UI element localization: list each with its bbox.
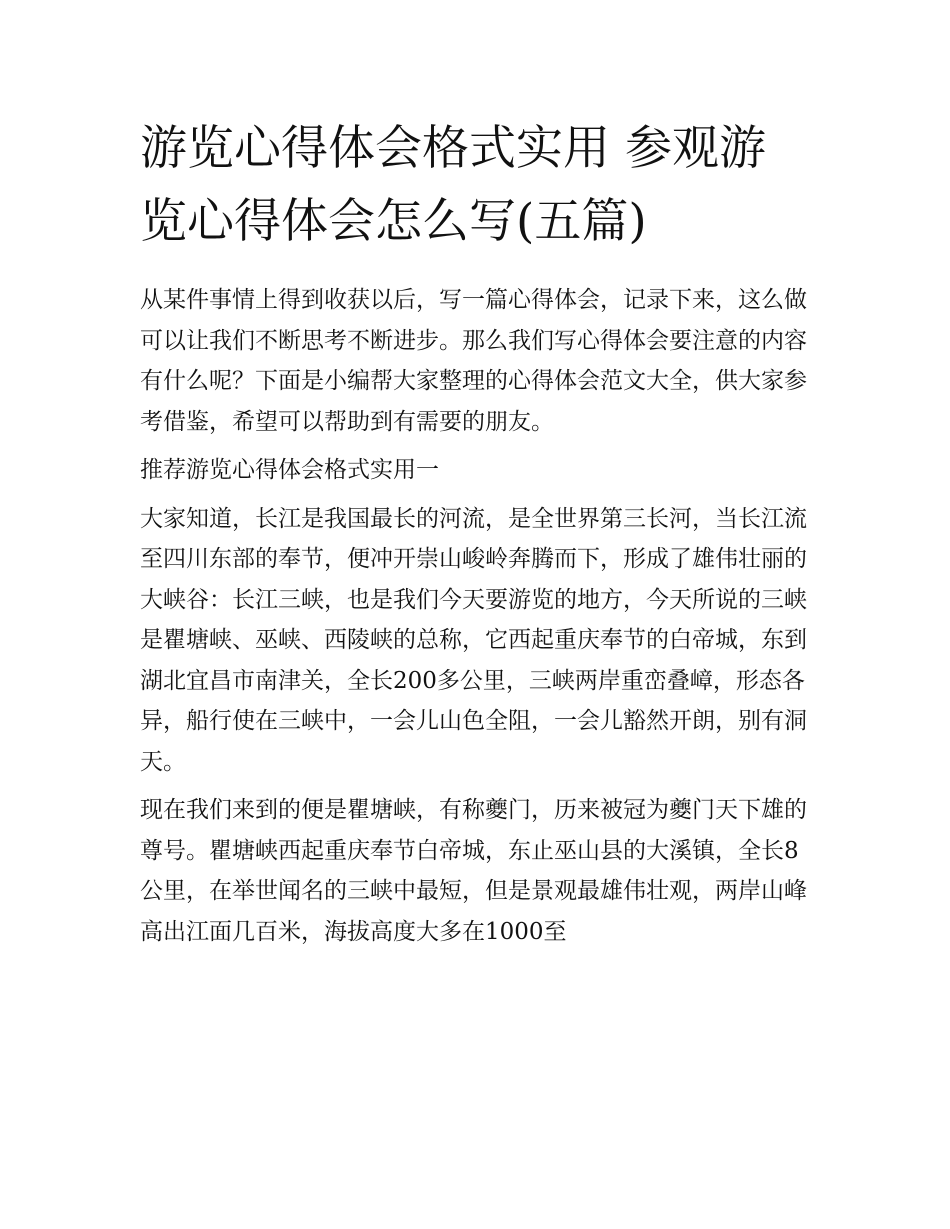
body-paragraph-1: 大家知道，长江是我国最长的河流，是全世界第三长河，当长江流至四川东部的奉节，便冲开崇山峻岭奔腾而下，形成了雄伟壮丽的大峡谷：长江三峡，也是我们今天要游览的地方，今天所说的三峡是瞿塘峡、巫峡、西陵峡的总称，它西起重庆奉节的白帝城，东到湖北宜昌市南津关，全长200多公里，三峡两岸重峦叠嶂，形态各异，船行使在三峡中，一会儿山色全阻，一会儿豁然开朗，别有洞天。 xyxy=(140,505,807,775)
document-title: 游览心得体会格式实用 参观游览心得体会怎么写(五篇) xyxy=(140,121,766,249)
section-heading: 推荐游览心得体会格式实用一 xyxy=(140,457,439,483)
body-paragraph-2: 现在我们来到的便是瞿塘峡，有称夔门，历来被冠为夔门天下雄的尊号。瞿塘峡西起重庆奉节白帝城，东止巫山县的大溪镇，全长8公里，在举世闻名的三峡中最短，但是景观最雄伟壮观，两岸山峰高出江面几百米，海拔高度大多在1000至 xyxy=(140,797,807,945)
intro-paragraph: 从某件事情上得到收获以后，写一篇心得体会，记录下来，这么做可以让我们不断思考不断进步。那么我们写心得体会要注意的内容有什么呢？下面是小编帮大家整理的心得体会范文大全，供大家参考借鉴，希望可以帮助到有需要的朋友。 xyxy=(140,287,807,435)
document-page xyxy=(140,112,812,952)
